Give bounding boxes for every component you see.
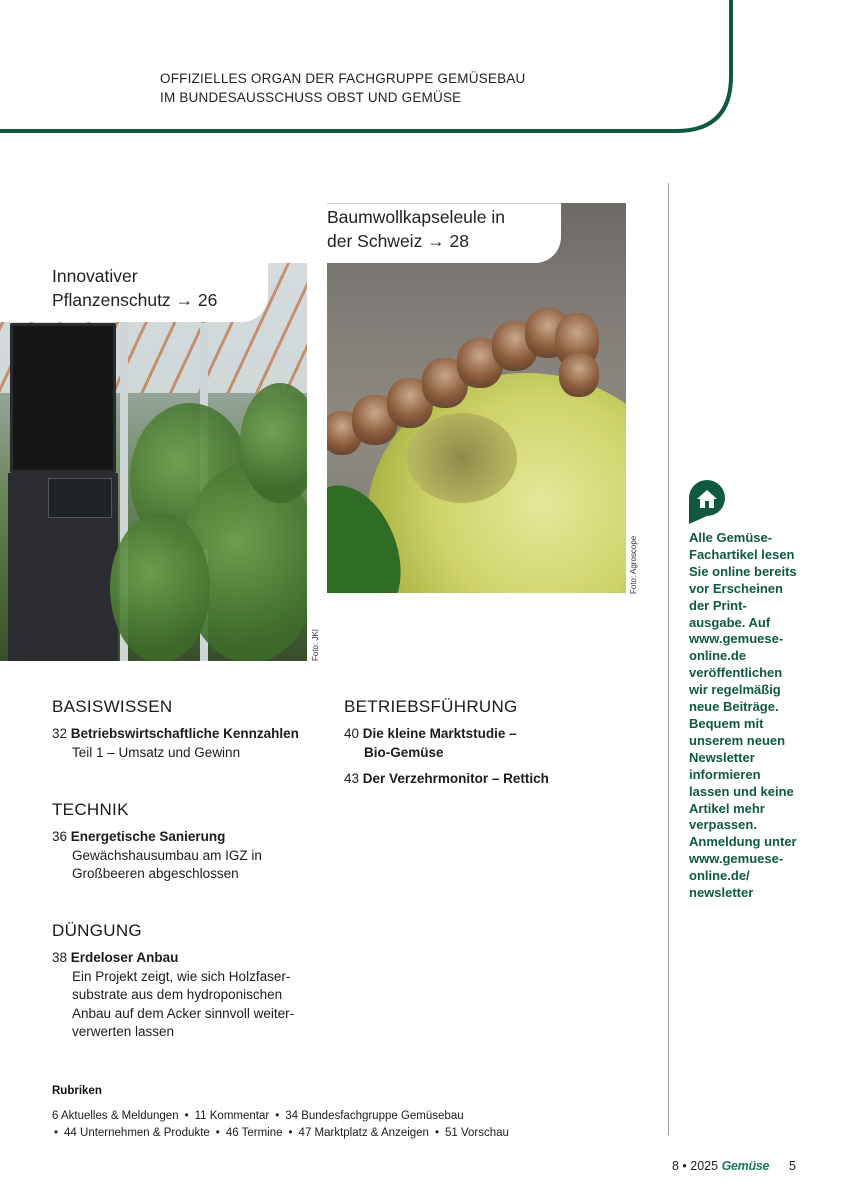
section-heading-technik: TECHNIK bbox=[52, 800, 129, 819]
masthead-line-1: OFFIZIELLES ORGAN DER FACHGRUPPE GEMÜSEBAU bbox=[160, 71, 526, 86]
toc-subtitle: Teil 1 – Umsatz und Gewinn bbox=[72, 744, 241, 760]
promo-link[interactable]: online.de bbox=[689, 648, 747, 664]
toc-entry[interactable] bbox=[52, 828, 262, 884]
feature-caption-line: der Schweiz → 28 bbox=[327, 231, 470, 251]
toc-subtitle: Anbau auf dem Acker sinnvoll weiter- bbox=[72, 1005, 295, 1021]
promo-line: Alle Gemüse- bbox=[689, 530, 773, 545]
promo-line: Bequem mit bbox=[689, 715, 764, 731]
promo-line: neue Beiträge. bbox=[689, 699, 779, 715]
rubrik-item[interactable]: 34 Bundesfachgruppe Gemüsebau bbox=[285, 1110, 464, 1122]
toc-page-number: 38 bbox=[52, 950, 68, 965]
separator: • bbox=[434, 1127, 439, 1139]
separator: • bbox=[275, 1110, 280, 1122]
promo-link[interactable]: newsletter bbox=[689, 885, 754, 901]
toc-entry[interactable] bbox=[344, 770, 549, 789]
toc-page-number: 43 bbox=[344, 771, 360, 786]
section-heading-duengung: DÜNGUNG bbox=[52, 921, 142, 940]
brand-logo: Gemüse bbox=[721, 1159, 770, 1173]
rubriken-row bbox=[52, 1125, 509, 1141]
header-rule bbox=[0, 0, 735, 135]
rubrik-item[interactable]: 47 Marktplatz & Anzeigen bbox=[298, 1127, 429, 1139]
toc-title: Energetische Sanierung bbox=[70, 829, 226, 844]
feature-caption-pflanzenschutz[interactable] bbox=[0, 262, 268, 322]
promo-line: unserem neuen bbox=[689, 732, 786, 748]
toc-page-number: 36 bbox=[52, 829, 68, 844]
promo-line: Artikel mehr bbox=[689, 800, 765, 816]
feature-caption-baumwollkapseleule[interactable] bbox=[327, 203, 561, 263]
toc-title: Erdeloser Anbau bbox=[70, 950, 179, 965]
toc-subtitle: Großbeeren abgeschlossen bbox=[72, 866, 239, 881]
rubrik-item[interactable]: 46 Termine bbox=[225, 1127, 283, 1139]
rubrik-item[interactable]: 11 Kommentar bbox=[194, 1110, 270, 1122]
promo-line: vor Erscheinen bbox=[689, 580, 783, 596]
separator: • bbox=[54, 1127, 59, 1139]
toc-title: Betriebswirtschaftliche Kennzahlen bbox=[70, 726, 299, 741]
rubrik-item[interactable]: 6 Aktuelles & Meldungen bbox=[52, 1110, 179, 1122]
photo-credit: Foto: JKI bbox=[311, 628, 320, 661]
promo-link[interactable]: www.gemuese- bbox=[689, 851, 784, 867]
section-heading-betriebsfuehrung: BETRIEBSFÜHRUNG bbox=[344, 697, 518, 716]
promo-line: Anmeldung unter bbox=[689, 834, 797, 850]
feature-caption-line: Baumwollkapseleule in bbox=[327, 207, 506, 227]
toc-title-continued: Bio-Gemüse bbox=[364, 744, 444, 760]
toc-subtitle: verwerten lassen bbox=[72, 1024, 175, 1039]
promo-line: Newsletter bbox=[689, 749, 755, 765]
separator: • bbox=[184, 1110, 189, 1122]
page-number: 5 bbox=[789, 1159, 796, 1173]
promo-line: lassen und keine bbox=[689, 783, 794, 799]
home-icon[interactable] bbox=[689, 480, 725, 524]
feature-caption-line: Pflanzenschutz → 26 bbox=[52, 290, 218, 310]
photo-credit: Foto: Agroscope bbox=[629, 535, 638, 594]
toc-page-number: 40 bbox=[344, 726, 360, 741]
promo-link[interactable]: online.de/ bbox=[689, 868, 750, 884]
toc-subtitle: Ein Projekt zeigt, wie sich Holzfaser- bbox=[72, 968, 291, 984]
toc-entry[interactable] bbox=[344, 725, 517, 762]
promo-line: ausgabe. Auf bbox=[689, 614, 771, 630]
promo-line: der Print- bbox=[689, 597, 747, 613]
rubrik-item[interactable]: 51 Vorschau bbox=[445, 1127, 509, 1139]
issue-number: 8 • 2025 bbox=[672, 1159, 719, 1173]
section-heading-basiswissen: BASISWISSEN bbox=[52, 697, 173, 716]
toc-subtitle: Gewächshausumbau am IGZ in bbox=[72, 847, 262, 863]
rubrik-item[interactable]: 44 Unternehmen & Produkte bbox=[64, 1127, 210, 1139]
promo-line: Sie online bereits bbox=[689, 563, 797, 579]
promo-line: wir regelmäßig bbox=[689, 682, 781, 698]
column-divider bbox=[668, 183, 669, 1135]
toc-page-number: 32 bbox=[52, 726, 68, 741]
promo-link[interactable]: www.gemuese- bbox=[689, 631, 784, 647]
separator: • bbox=[288, 1127, 293, 1139]
rubriken-row bbox=[52, 1108, 464, 1124]
toc-entry[interactable] bbox=[52, 725, 299, 762]
promo-line: veröffentlichen bbox=[689, 665, 783, 681]
feature-caption-line: Innovativer bbox=[52, 266, 138, 286]
separator: • bbox=[215, 1127, 220, 1139]
promo-line: informieren bbox=[689, 766, 761, 782]
toc-title: Der Verzehrmonitor – Rettich bbox=[362, 771, 549, 786]
footer-issue bbox=[672, 1159, 769, 1173]
rubriken-heading: Rubriken bbox=[52, 1085, 102, 1097]
toc-entry[interactable] bbox=[52, 949, 294, 1042]
masthead bbox=[160, 69, 525, 107]
toc-subtitle: substrate aus dem hydroponischen bbox=[72, 987, 283, 1002]
greenhouse-photo[interactable] bbox=[0, 263, 307, 661]
newsletter-promo bbox=[689, 530, 807, 902]
toc-title: Die kleine Marktstudie – bbox=[362, 726, 517, 741]
promo-line: verpassen. bbox=[689, 817, 757, 833]
promo-line: Fachartikel lesen bbox=[689, 546, 795, 562]
masthead-line-2: IM BUNDESAUSSCHUSS OBST UND GEMÜSE bbox=[160, 90, 462, 105]
